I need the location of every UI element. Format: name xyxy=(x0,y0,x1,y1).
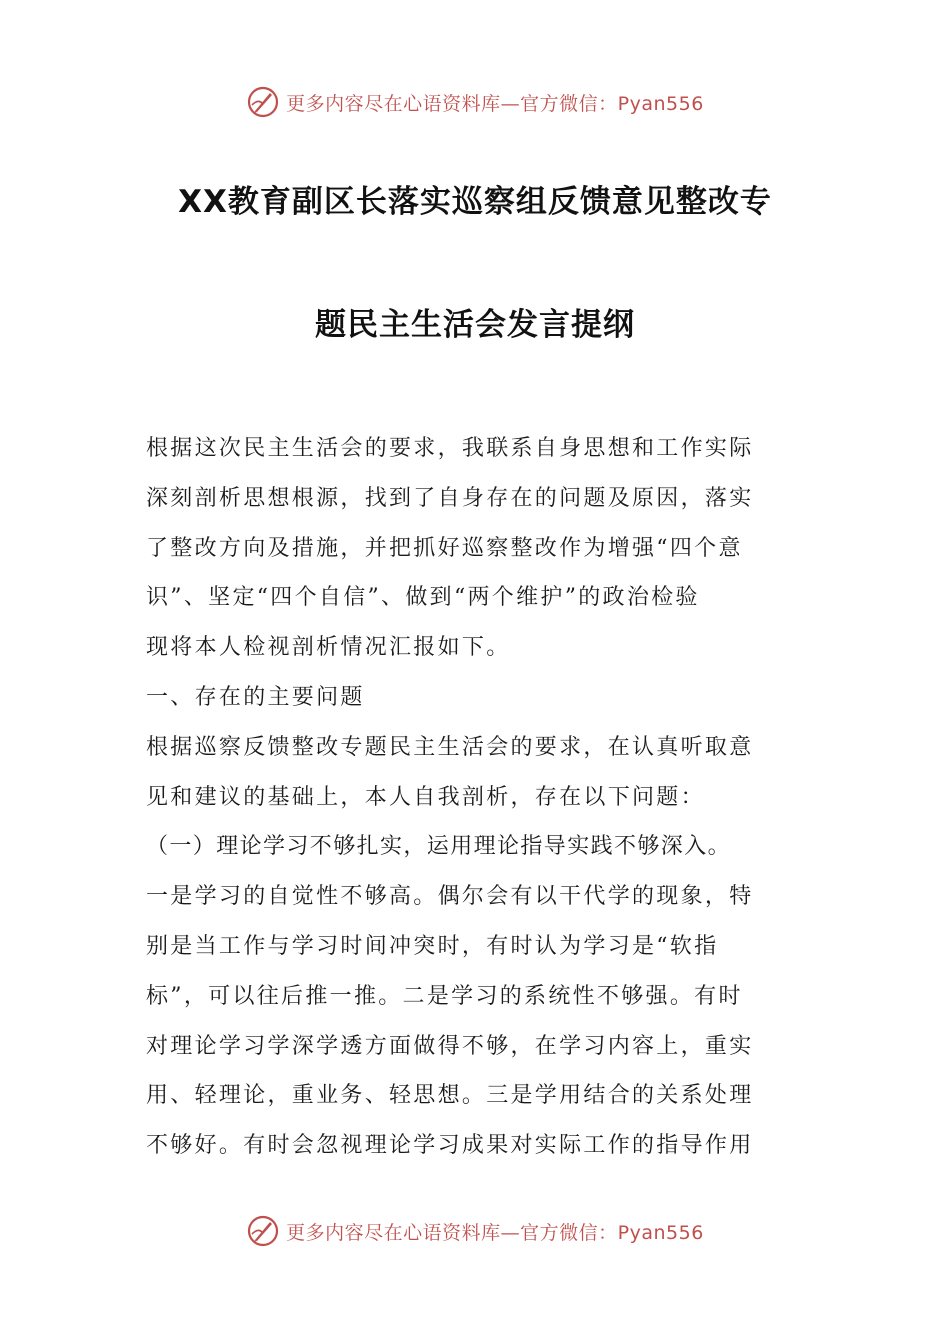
quill-logo-icon xyxy=(246,1214,280,1248)
watermark-text xyxy=(286,1218,704,1245)
watermark-id: Pyan556 xyxy=(617,92,704,115)
footer-watermark xyxy=(0,1211,950,1251)
document-body xyxy=(146,424,806,1171)
section-heading: 一、存在的主要问题 xyxy=(146,684,365,710)
body-line: 识”、坚定“四个自信”、做到“两个维护”的政治检验 xyxy=(146,585,700,611)
watermark-id: Pyan556 xyxy=(617,1221,704,1244)
body-line: 别是当工作与学习时间冲突时，有时认为学习是“软指 xyxy=(146,933,719,959)
body-line: 标”，可以往后推一推。二是学习的系统性不够强。有时 xyxy=(146,983,743,1009)
quill-logo-icon xyxy=(246,85,280,119)
body-line: 现将本人检视剖析情况汇报如下。 xyxy=(146,635,511,661)
body-line: 不够好。有时会忽视理论学习成果对实际工作的指导作用 xyxy=(146,1133,754,1159)
body-line: 根据巡察反馈整改专题民主生活会的要求，在认真听取意 xyxy=(146,734,754,760)
body-line: 一是学习的自觉性不够高。偶尔会有以干代学的现象，特 xyxy=(146,884,754,910)
document-title-line-2: 题民主生活会发言提纲 xyxy=(315,307,635,343)
body-line: 深刻剖析思想根源，找到了自身存在的问题及原因，落实 xyxy=(146,485,754,511)
watermark-label: 更多内容尽在心语资料库—官方微信： xyxy=(286,1221,618,1244)
document-title-line-1: XX教育副区长落实巡察组反馈意见整改专 xyxy=(178,184,772,220)
body-line: 对理论学习学深学透方面做得不够，在学习内容上，重实 xyxy=(146,1033,754,1059)
body-line: 用、轻理论，重业务、轻思想。三是学用结合的关系处理 xyxy=(146,1083,754,1109)
watermark-text xyxy=(286,89,704,116)
header-watermark xyxy=(0,82,950,122)
watermark-label: 更多内容尽在心语资料库—官方微信： xyxy=(286,92,618,115)
body-line: 了整改方向及措施，并把抓好巡察整改作为增强“四个意 xyxy=(146,535,743,561)
body-line: 见和建议的基础上，本人自我剖析，存在以下问题： xyxy=(146,784,705,810)
subsection-heading: （一）理论学习不够扎实，运用理论指导实践不够深入。 xyxy=(146,834,732,860)
body-line: 根据这次民主生活会的要求，我联系自身思想和工作实际 xyxy=(146,436,754,461)
